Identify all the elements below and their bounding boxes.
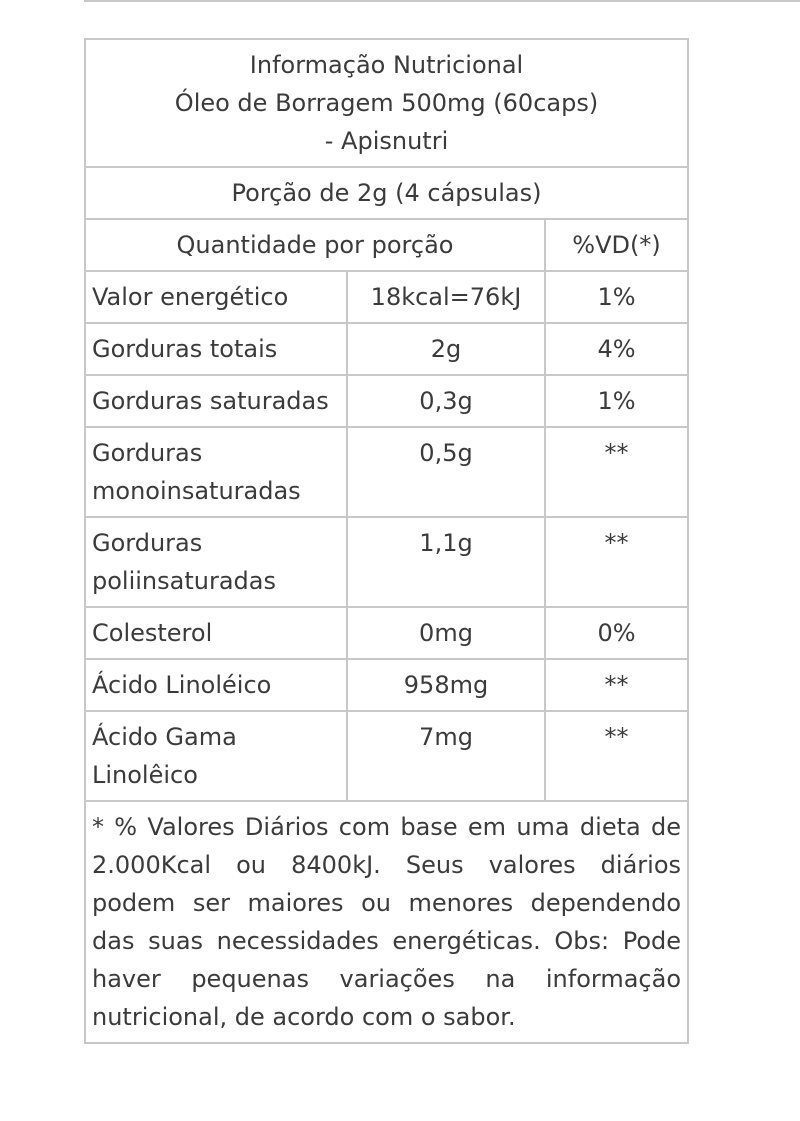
title-row bbox=[85, 39, 688, 167]
table-title bbox=[85, 39, 688, 167]
nutrient-name: Gorduras monoinsaturadas bbox=[85, 427, 347, 517]
nutrient-name: Ácido Gama Linolêico bbox=[85, 711, 347, 801]
nutrient-quantity: 958mg bbox=[347, 659, 545, 711]
nutrient-vd: ** bbox=[545, 427, 688, 517]
nutrient-quantity: 18kcal=76kJ bbox=[347, 271, 545, 323]
top-divider bbox=[84, 0, 800, 2]
table-row bbox=[85, 659, 688, 711]
nutrient-quantity: 7mg bbox=[347, 711, 545, 801]
nutrient-quantity: 0mg bbox=[347, 607, 545, 659]
nutrient-quantity: 1,1g bbox=[347, 517, 545, 607]
nutrient-vd: 1% bbox=[545, 271, 688, 323]
nutrient-vd: ** bbox=[545, 517, 688, 607]
table-row bbox=[85, 323, 688, 375]
nutrition-facts-table bbox=[84, 38, 689, 1044]
title-line-3: - Apisnutri bbox=[324, 127, 449, 155]
nutrient-quantity: 2g bbox=[347, 323, 545, 375]
nutrient-vd: ** bbox=[545, 659, 688, 711]
table-row bbox=[85, 517, 688, 607]
footnote-row bbox=[85, 801, 688, 1043]
nutrient-quantity: 0,5g bbox=[347, 427, 545, 517]
daily-values-footnote: * % Valores Diários com base em uma dieta de 2.000Kcal ou 8400kJ. Seus valores diários podem ser maiores ou menores dependendo das suas necessidades energéticas. Obs: Pode haver pequenas variações na informação nutricional, de acordo com o sabor. bbox=[85, 801, 688, 1043]
nutrient-vd: 4% bbox=[545, 323, 688, 375]
title-line-2: Óleo de Borragem 500mg (60caps) bbox=[174, 89, 599, 117]
nutrient-name: Valor energético bbox=[85, 271, 347, 323]
nutrient-vd: 0% bbox=[545, 607, 688, 659]
vd-header: %VD(*) bbox=[545, 219, 688, 271]
header-row bbox=[85, 219, 688, 271]
portion-row bbox=[85, 167, 688, 219]
nutrient-name: Gorduras totais bbox=[85, 323, 347, 375]
table-row bbox=[85, 607, 688, 659]
nutrient-name: Gorduras poliinsaturadas bbox=[85, 517, 347, 607]
nutrient-name: Gorduras saturadas bbox=[85, 375, 347, 427]
nutrient-quantity: 0,3g bbox=[347, 375, 545, 427]
portion-size: Porção de 2g (4 cápsulas) bbox=[85, 167, 688, 219]
nutrient-name: Colesterol bbox=[85, 607, 347, 659]
table-row bbox=[85, 711, 688, 801]
title-line-1: Informação Nutricional bbox=[249, 51, 524, 79]
quantity-header: Quantidade por porção bbox=[85, 219, 545, 271]
table-row bbox=[85, 271, 688, 323]
table-row bbox=[85, 375, 688, 427]
table-row bbox=[85, 427, 688, 517]
nutrient-name: Ácido Linoléico bbox=[85, 659, 347, 711]
nutrient-vd: ** bbox=[545, 711, 688, 801]
nutrient-vd: 1% bbox=[545, 375, 688, 427]
